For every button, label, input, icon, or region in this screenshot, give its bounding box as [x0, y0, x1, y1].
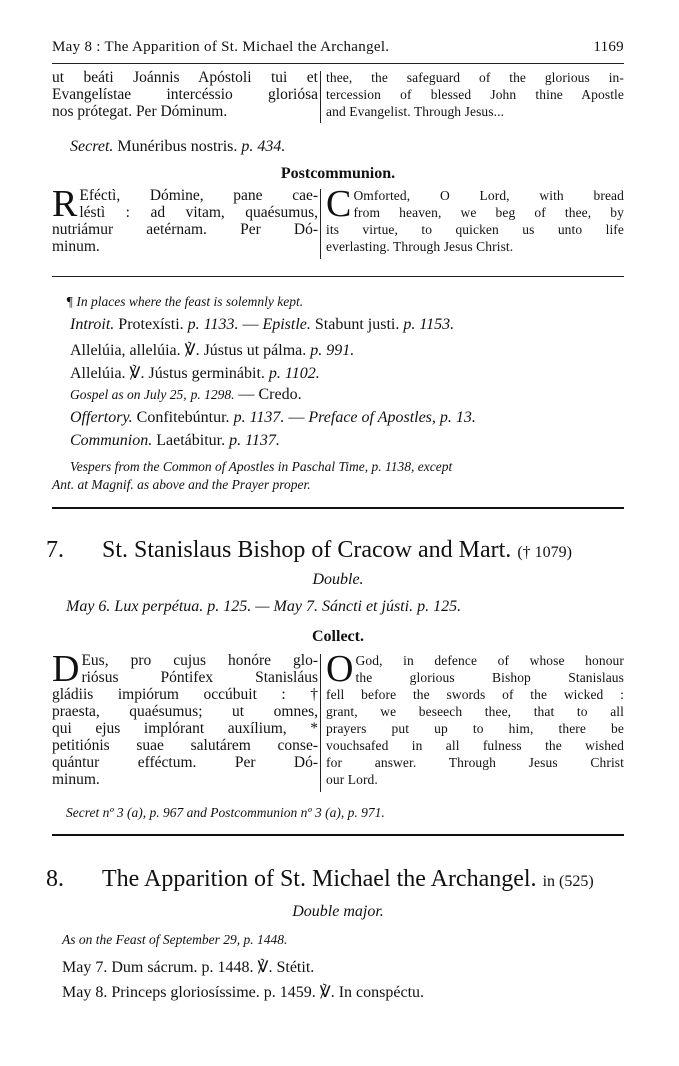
rubric-label: Communion. [70, 432, 153, 449]
latin-line: minum. [52, 771, 100, 788]
latin-line: qui ejus implórant auxílium, * [52, 720, 318, 737]
english-line: and Evangelist. Through Jesus... [326, 104, 505, 119]
secret-postcommunion-note: Secret nº 3 (a), p. 967 and Postcommunion nº 3 (a), p. 971. [66, 805, 385, 820]
latin-line: Evangelístae intercéssio gloriósa [52, 86, 318, 103]
secret-text: Munéribus nostris. [117, 138, 238, 155]
vespers-note: Vespers from the Common of Apostles in Paschal Time, p. 1138, except [70, 459, 453, 474]
section-rule [52, 834, 624, 836]
rubric-label: Preface of Apostles, [308, 409, 436, 426]
latin-line: riósus Póntifex Stanisláus [81, 669, 318, 686]
rubric-ref: p. 1102. [268, 365, 320, 382]
rubric-ref: p. 1137. [233, 409, 285, 426]
english-column [326, 183, 624, 255]
rubric-ref: p. 1137. [229, 432, 280, 449]
latin-line: gládiis impiórum occúbuit : † [52, 686, 318, 703]
english-line: Omforted, O Lord, with bread [353, 188, 624, 203]
column-divider [320, 654, 321, 792]
english-line: thee, the safeguard of the glorious in- [326, 70, 624, 85]
rubric-ref: p. 13. [439, 409, 476, 426]
rubric-ref: p. 1153. [403, 316, 455, 333]
english-line: the glorious Bishop Stanislaus [355, 670, 624, 685]
section-title: St. Stanislaus Bishop of Cracow and Mart. [102, 537, 512, 563]
drop-cap: R [52, 183, 78, 225]
section-rule [52, 276, 624, 277]
latin-line: Eféctì, Dómine, pane cae- [79, 187, 318, 204]
header-rule [52, 63, 624, 64]
secret-ref: p. 434. [241, 138, 286, 155]
rubric-ref: p. 1133. [187, 316, 239, 333]
rubric-text: Protexísti. [118, 316, 184, 333]
drop-cap: O [326, 648, 354, 690]
section-heading [46, 537, 572, 564]
english-column [326, 648, 624, 788]
secret-line [70, 138, 285, 156]
rubric-dash: — [284, 409, 309, 426]
page-number: 1169 [593, 39, 624, 55]
rubric-ref: p. 991. [310, 342, 355, 359]
rubric-ref: p. 1298. [190, 387, 235, 402]
rubric-text: Allelúia, allelúia. ℣. Jústus ut pálma. [70, 342, 307, 359]
latin-line: praesta, quaésumus; ut omnes, [52, 703, 318, 720]
section-rule [52, 507, 624, 509]
rubric-text: Stabunt justi. [314, 316, 400, 333]
english-line: our Lord. [326, 772, 378, 787]
rubric-line [70, 316, 454, 334]
english-column [326, 69, 624, 120]
drop-cap: C [326, 183, 352, 225]
english-line: prayers put up to him, there be [326, 721, 624, 736]
english-line: its virtue, to quicken us unto life [326, 222, 624, 237]
rubric-text: Confitebúntur. [136, 409, 230, 426]
postcommunion-columns [52, 183, 624, 261]
latin-column [52, 69, 318, 120]
section-number: 8. [46, 866, 64, 892]
english-line: fell before the swords of the wicked : [326, 687, 624, 702]
feast-refs: May 6. Lux perpétua. p. 125. — May 7. Sáncti et jústi. p. 125. [66, 598, 462, 615]
latin-column [52, 648, 318, 788]
rubric-label: Gospel as on July 25, [70, 387, 187, 402]
latin-line: nos prótegat. Per Dóminum. [52, 103, 228, 120]
section-title: The Apparition of St. Michael the Archangel. [102, 866, 537, 892]
latin-line: nutriámur aetérnam. Per Dó- [52, 221, 318, 238]
collect-heading: Collect. [312, 628, 364, 645]
header-title: May 8 : The Apparition of St. Michael the Archangel. [52, 39, 390, 55]
drop-cap: D [52, 648, 80, 690]
rubric-line [70, 340, 354, 360]
latin-column [52, 183, 318, 255]
latin-line: léstì : ad vitam, quaésumus, [79, 204, 318, 221]
rubric-label: Epistle. [262, 316, 311, 333]
postcommunion-heading: Postcommunion. [280, 165, 396, 182]
feast-ref-line: May 7. Dum sácrum. p. 1448. ℣. Stétit. [62, 959, 315, 976]
feast-rank: Double major. [292, 903, 384, 920]
english-line: vouchsafed in all fulness the wished [326, 738, 624, 753]
column-divider [320, 189, 321, 259]
english-line: tercession of blessed John thine Apostle [326, 87, 624, 102]
rubric-line [70, 386, 302, 404]
english-line: God, in defence of whose honour [355, 653, 624, 668]
collect-columns [52, 648, 624, 792]
rubric-line [70, 409, 476, 427]
latin-line: ut beáti Joánnis Apóstoli tui et [52, 69, 318, 86]
english-line: everlasting. Through Jesus Christ. [326, 239, 514, 254]
section-date: in (525) [542, 873, 594, 890]
latin-line: minum. [52, 238, 100, 255]
section-heading [46, 866, 594, 893]
latin-line: quántur efféctum. Per Dó- [52, 754, 318, 771]
latin-line: Eus, pro cujus honóre glo- [81, 652, 318, 669]
rubric-label: Introit. [70, 316, 115, 333]
rubric-line [70, 432, 280, 450]
rubric-text: — Credo. [234, 386, 302, 403]
secret-label: Secret. [70, 138, 114, 155]
column-divider [320, 71, 321, 123]
english-line: for answer. Through Jesus Christ [326, 755, 624, 770]
rubric-note: ¶ In places where the feast is solemnly kept. [66, 294, 304, 309]
rubric-text: Laetábitur. [156, 432, 226, 449]
top-prayer-columns [52, 69, 624, 125]
vespers-note: Ant. at Magnif. as above and the Prayer proper. [52, 477, 311, 492]
rubric-label: Offertory. [70, 409, 133, 426]
section-date: († 1079) [517, 544, 572, 561]
section-number: 7. [46, 537, 64, 563]
rubric-line [70, 363, 320, 383]
latin-line: petitiónis suae salutárem conse- [52, 737, 318, 754]
english-line: from heaven, we beg of thee, by [353, 205, 624, 220]
rubric-dash: — [238, 316, 263, 333]
english-line: grant, we beseech thee, that to all [326, 704, 624, 719]
feast-ref-line: May 8. Princeps gloriosíssime. p. 1459. ℣. In conspéctu. [62, 984, 425, 1001]
rubric-text: Allelúia. ℣. Jústus germinábit. [70, 365, 265, 382]
feast-ref-line: As on the Feast of September 29, p. 1448. [62, 932, 288, 947]
feast-rank: Double. [312, 571, 364, 588]
